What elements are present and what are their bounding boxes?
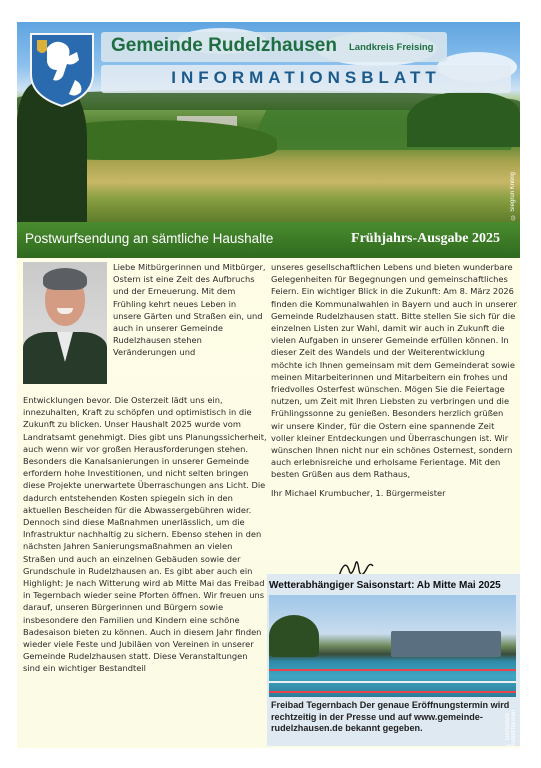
newsletter-page	[17, 22, 520, 748]
municipality-title	[111, 35, 337, 57]
swimming-pool-photo	[269, 595, 516, 697]
coat-of-arms-logo	[27, 30, 97, 108]
edition-label: Frühjahrs-Ausgabe 2025	[351, 231, 500, 246]
letter-text: Entwicklungen bevor. Die Osterzeit lädt uns ein, innezuhalten, Kraft zu schöpfen und optimistisch in die Zukunft zu blicken. Unser Haushalt 2025 wurde vom Landratsamt genehmigt. Dies gibt uns Planungssicherheit, auch wenn wir vor großen Herausforderungen stehen. Besonders die Kanalsanierungen in unserer Gemeinde erfordern hohe Investitionen, und nicht selten bringen diese Projekte unerwartete Überraschungen ans Licht. Die dadurch entstehenden Kosten spiegeln sich in den aktuellen Bescheiden für die Abwassergebühren wider. Dennoch sind diese Maßnahmen unerlässlich, um die Infrastruktur nachhaltig zu sichern. Ebenso stehen in den nächsten Jahren Sanierungsmaßnahmen an vielen Straßen und auch an einzelnen Gebäuden sowie der Grundschule in Rudelzhausen an. Es gibt aber auch ein Highlight: Je nach Witterung wird ab Mitte Mai das Freibad in Tegernbach wieder seine Pforten öffnen. Wir freuen uns darauf, unseren Bürgerinnen und Bürgern sowie insbesondere den Familien und Kindern eine schöne Badesaison bieten zu können. Auch in diesem Jahr finden wieder viele Feste und Jubiläen von Vereinen in unserer Gemeinde Rudelzhausen statt. Diese Veranstaltungen sind ein wichtiger Bestandteil	[23, 395, 267, 674]
pool-photo-credit: © Gemeinde Rudelzhausen	[505, 709, 517, 748]
letter-column-1-bottom	[23, 394, 267, 675]
letter-column-2	[271, 261, 517, 499]
mayor-portrait	[23, 262, 107, 384]
letter-signoff: Ihr Michael Krumbucher, 1. Bürgermeister	[271, 487, 446, 498]
municipality-name: Rudelzhausen	[208, 35, 337, 56]
letter-text: Liebe Mitbürgerinnen und Mitbürger, Ostern ist eine Zeit des Aufbruchs und der Erneuerung. Mit dem Frühling kehrt neues Leben in unsere Gärten und Straßen ein, und auch in unserer Gemeinde Rudelzhausen stehen Veränderungen und	[113, 262, 266, 358]
publication-title: INFORMATIONSBLATT	[171, 68, 441, 87]
photo-credit: © Siegrun Knörig	[510, 172, 516, 220]
district-label: Landkreis Freising	[349, 42, 434, 53]
letter-text: unseres gesellschaftlichen Lebens und bieten wunderbare Gelegenheiten für Begegnungen und gemeinschaftliches Feiern. Ein wichtiger Blick in die Zukunft: Am 8. März 2026 finden die Kommunalwahlen in Bayern und auch in unserer Gemeinde Rudelzhausen statt. Bitte stellen Sie sich für die einzelnen Listen zur Wahl, damit wir auch in Zukunft die vielen Aufgaben in unserer Gemeinde erfüllen können. In dieser Zeit des Wandels und der Weiterentwicklung möchte ich Ihnen gemeinsam mit dem Gemeinderat sowie meinen Mitarbeiterinnen und Mitarbeitern ein frohes und friedvolles Osterfest wünschen. Mögen Sie die Feiertage nutzen, um Zeit mit Ihren Liebsten zu verbringen und die Frühlingssonne zu genießen. Besonders herzlich grüßen wir unsere Kinder, für die Ostern eine spannende Zeit voller kleiner Entdeckungen und Überraschungen ist. Wir wünschen Ihnen nicht nur ein schönes Osternest, sondern auch erlebnisreiche und erholsame Ferientage. Mit den besten Grüßen aus dem Rathaus,	[271, 262, 517, 480]
distribution-note: Postwurfsendung an sämtliche Haushalte	[25, 231, 274, 246]
pool-notice-headline: Wetterabhängiger Saisonstart: Ab Mitte Mai 2025	[269, 580, 501, 591]
municipality-word: Gemeinde	[111, 35, 203, 56]
letter-column-1-top	[113, 261, 267, 359]
pool-notice-text: Freibad Tegernbach Der genaue Eröffnungstermin wird rechtzeitig in der Presse und auf www.gemeinde-rudelzhausen.de bekannt gegeben.	[271, 700, 510, 734]
